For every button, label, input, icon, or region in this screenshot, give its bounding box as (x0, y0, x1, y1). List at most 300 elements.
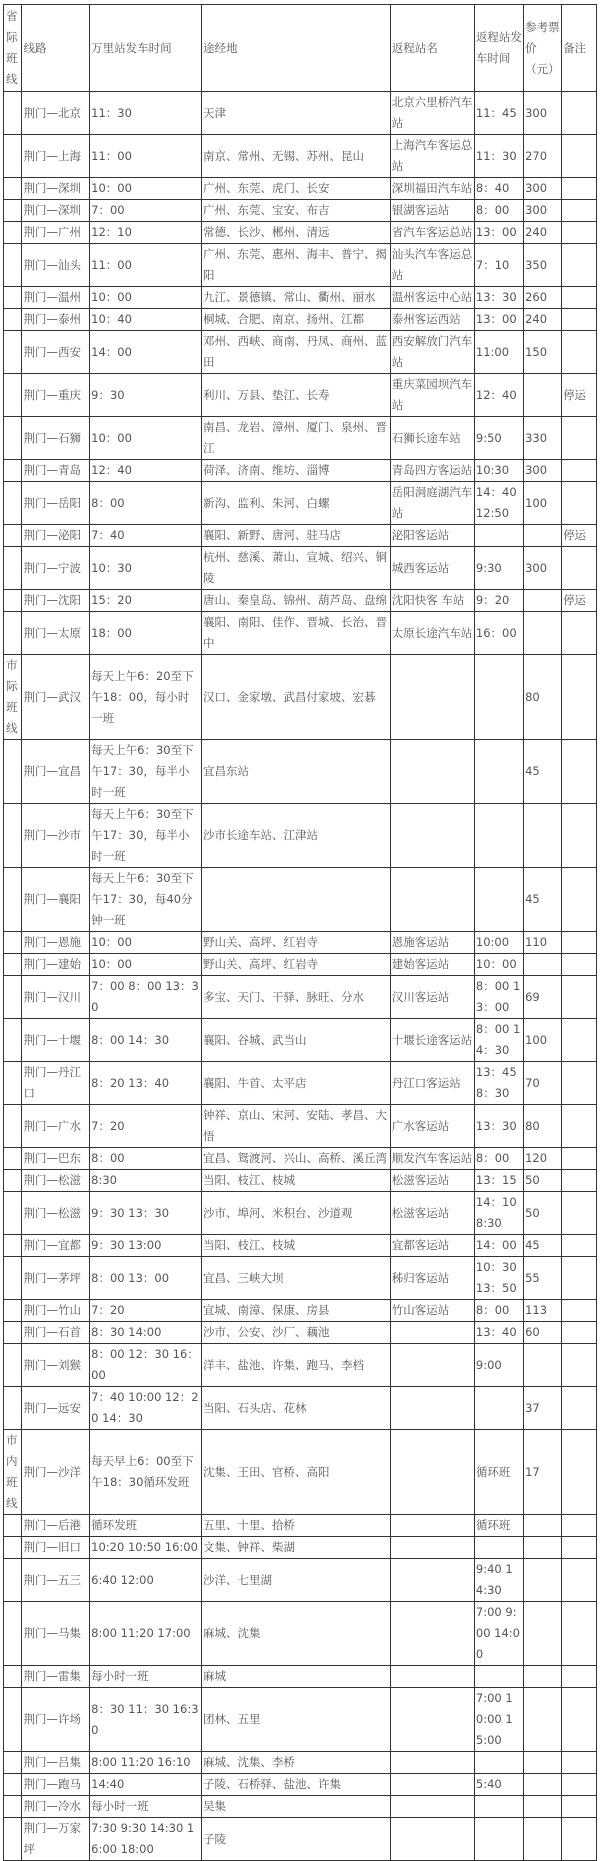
depart-time: 每天上午6：30至下午17：30，每40分钟一班 (90, 868, 202, 932)
ticket-price (524, 1796, 562, 1818)
via-stops: 多宝、天门、干驿、脉旺、分水 (201, 976, 390, 1019)
section-label (4, 460, 22, 482)
table-row (4, 1688, 597, 1752)
depart-time: 7:30 9:30 14:30 16:00 18:00 (90, 1818, 202, 1861)
route-name: 荆门—跑马 (22, 1774, 90, 1796)
section-label (4, 287, 22, 309)
return-station (390, 740, 474, 804)
table-row (4, 1105, 597, 1148)
ticket-price: 110 (524, 932, 562, 954)
route-name: 荆门—旧口 (22, 1537, 90, 1559)
ticket-price: 70 (524, 1062, 562, 1105)
route-name: 荆门—深圳 (22, 178, 90, 200)
route-name: 荆门—宜昌 (22, 740, 90, 804)
ticket-price (524, 1537, 562, 1559)
return-station: 上海汽车客运总站 (390, 135, 474, 178)
section-label (4, 1796, 22, 1818)
section-label (4, 1170, 22, 1192)
depart-time: 9：30 13：30 (90, 1192, 202, 1235)
return-time (474, 1387, 523, 1430)
depart-time: 11：30 (90, 92, 202, 135)
return-time: 8：00 14：30 (474, 1019, 523, 1062)
section-label (4, 1602, 22, 1666)
return-time: 8：00 (474, 1148, 523, 1170)
depart-time: 10：00 (90, 954, 202, 976)
via-stops: 宜城、南漳、保康、房县 (201, 1300, 390, 1322)
table-row (4, 1666, 597, 1688)
route-name: 荆门—丹江口 (22, 1062, 90, 1105)
remark (562, 309, 597, 331)
via-stops: 文集、钟祥、柴湖 (201, 1537, 390, 1559)
depart-time: 8：00 14：30 (90, 1019, 202, 1062)
table-row (4, 547, 597, 590)
return-station: 深圳福田汽车站 (390, 178, 474, 200)
section-label (4, 1387, 22, 1430)
return-station: 汉川客运站 (390, 976, 474, 1019)
bus-schedule-table (3, 4, 597, 1861)
return-time (474, 655, 523, 740)
ticket-price (524, 1515, 562, 1537)
return-time (474, 740, 523, 804)
return-station (390, 1344, 474, 1387)
return-station: 秭归客运站 (390, 1257, 474, 1300)
return-time: 9:50 (474, 417, 523, 460)
table-row (4, 1387, 597, 1430)
remark (562, 1300, 597, 1322)
table-row (4, 1796, 597, 1818)
return-time (474, 525, 523, 547)
return-time: 7:00 10:00 15:00 (474, 1688, 523, 1752)
remark (562, 1602, 597, 1666)
ticket-price (524, 1666, 562, 1688)
return-time: 循环班 (474, 1515, 523, 1537)
remark (562, 1062, 597, 1105)
return-time: 14：10 8:30 (474, 1192, 523, 1235)
depart-time: 10：00 (90, 178, 202, 200)
section-label (4, 178, 22, 200)
section-label (4, 374, 22, 417)
depart-time: 7：20 (90, 1105, 202, 1148)
route-name: 荆门—石首 (22, 1322, 90, 1344)
via-stops: 野山关、高坪、红岩寺 (201, 954, 390, 976)
depart-time: 7：00 (90, 200, 202, 222)
remark (562, 1344, 597, 1387)
depart-time: 11：00 (90, 244, 202, 287)
section-label (4, 1752, 22, 1774)
remark (562, 135, 597, 178)
return-time: 7：10 (474, 244, 523, 287)
table-row (4, 932, 597, 954)
header-note: 备注 (562, 5, 597, 92)
table-row (4, 740, 597, 804)
section-label (4, 1019, 22, 1062)
section-label (4, 976, 22, 1019)
via-stops: 宜昌、鸳渡河、兴山、高桥、溪丘湾 (201, 1148, 390, 1170)
ticket-price: 69 (524, 976, 562, 1019)
return-time: 13：15 (474, 1170, 523, 1192)
route-name: 荆门—松滋 (22, 1192, 90, 1235)
return-station (390, 1537, 474, 1559)
table-row (4, 1430, 597, 1515)
section-label (4, 222, 22, 244)
return-station: 温州客运中心站 (390, 287, 474, 309)
ticket-price: 150 (524, 331, 562, 374)
return-time: 7:00 9:00 14:00 (474, 1602, 523, 1666)
section-label (4, 1300, 22, 1322)
depart-time: 循环发班 (90, 1515, 202, 1537)
route-name: 荆门—吕集 (22, 1752, 90, 1774)
route-name: 荆门—建始 (22, 954, 90, 976)
via-stops: 沙市、公安、沙厂、藕池 (201, 1322, 390, 1344)
remark (562, 244, 597, 287)
remark (562, 1515, 597, 1537)
table-row (4, 1148, 597, 1170)
ticket-price: 120 (524, 1148, 562, 1170)
remark (562, 932, 597, 954)
depart-time: 10：00 (90, 287, 202, 309)
return-station (390, 655, 474, 740)
remark (562, 1666, 597, 1688)
depart-time: 12：40 (90, 460, 202, 482)
via-stops: 当阳、枝江、枝城 (201, 1170, 390, 1192)
return-time: 8：00 (474, 200, 523, 222)
return-station: 青岛四方客运站 (390, 460, 474, 482)
via-stops: 荷泽、济南、维坊、淄博 (201, 460, 390, 482)
route-name: 荆门—西安 (22, 331, 90, 374)
table-row (4, 1257, 597, 1300)
section-label (4, 1148, 22, 1170)
section-label (4, 200, 22, 222)
remark (562, 612, 597, 655)
remark (562, 1818, 597, 1861)
depart-time: 6:40 12:00 (90, 1559, 202, 1602)
via-stops: 洋丰、盐池、许集、跑马、李档 (201, 1344, 390, 1387)
remark (562, 200, 597, 222)
via-stops: 广州、东莞、宝安、布吉 (201, 200, 390, 222)
ticket-price: 55 (524, 1257, 562, 1300)
depart-time: 15：20 (90, 590, 202, 612)
via-stops: 麻城、沈集 (201, 1602, 390, 1666)
via-stops: 沙市长途车站、江津站 (201, 804, 390, 868)
via-stops: 利川、万县、垫江、长寿 (201, 374, 390, 417)
header-price: 参考票价（元） (524, 5, 562, 92)
ticket-price (524, 1344, 562, 1387)
ticket-price: 50 (524, 1170, 562, 1192)
ticket-price: 260 (524, 287, 562, 309)
via-stops: 邓州、西峡、商南、丹凤、商州、蓝田 (201, 331, 390, 374)
ticket-price: 240 (524, 222, 562, 244)
section-label (4, 932, 22, 954)
ticket-price: 100 (524, 1019, 562, 1062)
section-label (4, 92, 22, 135)
table-row (4, 1774, 597, 1796)
return-time: 13：40 (474, 1322, 523, 1344)
section-label (4, 1235, 22, 1257)
table-row (4, 1515, 597, 1537)
route-name: 荆门—远安 (22, 1387, 90, 1430)
return-time (474, 868, 523, 932)
table-header-row (4, 5, 597, 92)
return-station (390, 1688, 474, 1752)
via-stops: 子陵 (201, 1818, 390, 1861)
return-time (474, 1537, 523, 1559)
remark (562, 460, 597, 482)
route-name: 荆门—汕头 (22, 244, 90, 287)
return-time: 11：45 (474, 92, 523, 135)
route-name: 荆门—宜都 (22, 1235, 90, 1257)
depart-time: 18：00 (90, 612, 202, 655)
table-row (4, 417, 597, 460)
depart-time: 8:00 11:20 16:10 (90, 1752, 202, 1774)
ticket-price: 350 (524, 244, 562, 287)
via-stops: 广州、东莞、虎门、长安 (201, 178, 390, 200)
table-row (4, 460, 597, 482)
remark (562, 1257, 597, 1300)
table-row (4, 1300, 597, 1322)
remark (562, 482, 597, 525)
return-time: 13：45 8：30 (474, 1062, 523, 1105)
return-station (390, 1818, 474, 1861)
return-station (390, 1387, 474, 1430)
return-station (390, 1322, 474, 1344)
depart-time: 14：00 (90, 331, 202, 374)
ticket-price (524, 612, 562, 655)
table-row (4, 525, 597, 547)
ticket-price: 60 (524, 1322, 562, 1344)
route-name: 荆门—汉川 (22, 976, 90, 1019)
table-row (4, 1602, 597, 1666)
section-label-provincial: 省际班线 (4, 5, 22, 92)
table-row (4, 1344, 597, 1387)
header-return-time: 返程站发车时间 (474, 5, 523, 92)
remark (562, 287, 597, 309)
route-name: 荆门—松滋 (22, 1170, 90, 1192)
table-row (4, 1818, 597, 1861)
route-name: 荆门—泰州 (22, 309, 90, 331)
remark (562, 976, 597, 1019)
return-station: 银湖客运站 (390, 200, 474, 222)
via-stops: 吴集 (201, 1796, 390, 1818)
return-time: 9:40 14:30 (474, 1559, 523, 1602)
section-label (4, 1322, 22, 1344)
remark (562, 1774, 597, 1796)
section-label (4, 954, 22, 976)
depart-time: 12：10 (90, 222, 202, 244)
ticket-price: 45 (524, 1235, 562, 1257)
depart-time: 每天上午6：30至下午17：30，每半小时一班 (90, 740, 202, 804)
via-stops: 钟祥、京山、宋河、安陆、孝昌、大悟 (201, 1105, 390, 1148)
ticket-price (524, 525, 562, 547)
return-time: 13：30 (474, 287, 523, 309)
route-name: 荆门—后港 (22, 1515, 90, 1537)
return-time: 8：00 13：00 (474, 976, 523, 1019)
remark (562, 1322, 597, 1344)
ticket-price: 113 (524, 1300, 562, 1322)
return-station (390, 1602, 474, 1666)
route-name: 荆门—宁波 (22, 547, 90, 590)
ticket-price (524, 1818, 562, 1861)
route-name: 荆门—温州 (22, 287, 90, 309)
route-name: 荆门—竹山 (22, 1300, 90, 1322)
bus-schedule-document (3, 4, 597, 1861)
section-label (4, 804, 22, 868)
route-name: 荆门—石狮 (22, 417, 90, 460)
remark (562, 1430, 597, 1515)
return-time (474, 804, 523, 868)
remark: 停运 (562, 374, 597, 417)
depart-time: 7：40 (90, 525, 202, 547)
depart-time: 10：40 (90, 309, 202, 331)
remark (562, 547, 597, 590)
ticket-price (524, 590, 562, 612)
return-time: 11:00 (474, 331, 523, 374)
table-row (4, 1062, 597, 1105)
table-row (4, 590, 597, 612)
return-station: 松滋客运站 (390, 1170, 474, 1192)
ticket-price: 300 (524, 178, 562, 200)
remark (562, 1019, 597, 1062)
route-name: 荆门—恩施 (22, 932, 90, 954)
via-stops: 当阳、枝江、枝城 (201, 1235, 390, 1257)
route-name: 荆门—武汉 (22, 655, 90, 740)
depart-time: 每天早上6：00至下午18：30循环发班 (90, 1430, 202, 1515)
via-stops: 宜昌东站 (201, 740, 390, 804)
return-time: 13：00 (474, 222, 523, 244)
remark (562, 1170, 597, 1192)
route-name: 荆门—马集 (22, 1602, 90, 1666)
via-stops: 常德、长沙、郴州、清远 (201, 222, 390, 244)
ticket-price: 330 (524, 417, 562, 460)
remark (562, 740, 597, 804)
table-row (4, 374, 597, 417)
table-row (4, 1559, 597, 1602)
section-label: 市际班线 (4, 655, 22, 740)
via-stops: 广州、东莞、惠州、海丰、普宁、揭阳 (201, 244, 390, 287)
table-row (4, 200, 597, 222)
table-row (4, 1752, 597, 1774)
table-row (4, 178, 597, 200)
table-row (4, 1235, 597, 1257)
section-label (4, 612, 22, 655)
return-time: 循环班 (474, 1430, 523, 1515)
depart-time: 10：00 (90, 932, 202, 954)
return-station (390, 868, 474, 932)
depart-time: 7：00 8：00 13：30 (90, 976, 202, 1019)
via-stops: 襄阳、牛首、太平店 (201, 1062, 390, 1105)
ticket-price: 240 (524, 309, 562, 331)
remark (562, 1688, 597, 1752)
section-label (4, 309, 22, 331)
via-stops: 天津 (201, 92, 390, 135)
ticket-price (524, 1752, 562, 1774)
remark (562, 417, 597, 460)
return-station: 顺发汽车客运站 (390, 1148, 474, 1170)
return-station: 岳阳洞庭湖汽车站 (390, 482, 474, 525)
section-label (4, 1537, 22, 1559)
return-station: 沈阳快客 车站 (390, 590, 474, 612)
route-name: 荆门—太原 (22, 612, 90, 655)
section-label (4, 244, 22, 287)
route-name: 荆门—沈阳 (22, 590, 90, 612)
remark (562, 1105, 597, 1148)
schedule-rows (4, 92, 597, 1861)
via-stops: 唐山、秦皇岛、锦州、葫芦岛、盘绵 (201, 590, 390, 612)
header-return-station: 返程站名 (390, 5, 474, 92)
return-station (390, 1430, 474, 1515)
route-name: 荆门—青岛 (22, 460, 90, 482)
return-time: 9:30 (474, 547, 523, 590)
route-name: 荆门—刘猴 (22, 1344, 90, 1387)
return-time: 14：00 (474, 1235, 523, 1257)
route-name: 荆门—雷集 (22, 1666, 90, 1688)
return-time: 10：30 13：50 (474, 1257, 523, 1300)
ticket-price (524, 804, 562, 868)
section-label (4, 1344, 22, 1387)
depart-time: 8：00 (90, 1148, 202, 1170)
remark (562, 1387, 597, 1430)
return-time: 16：00 (474, 612, 523, 655)
depart-time: 9：30 (90, 374, 202, 417)
section-label (4, 1818, 22, 1861)
via-stops: 麻城、沈集、李桥 (201, 1752, 390, 1774)
section-label (4, 1105, 22, 1148)
depart-time: 8：00 12：30 16：00 (90, 1344, 202, 1387)
via-stops: 野山关、高坪、红岩寺 (201, 932, 390, 954)
remark (562, 178, 597, 200)
return-time: 8：00 (474, 1300, 523, 1322)
section-label (4, 482, 22, 525)
via-stops: 九江、景德镇、常山、衢州、丽水 (201, 287, 390, 309)
depart-time: 8：30 11：30 16:30 (90, 1688, 202, 1752)
table-row (4, 222, 597, 244)
via-stops: 沈集、王田、官桥、高阳 (201, 1430, 390, 1515)
section-label: 市内班线 (4, 1430, 22, 1515)
return-station (390, 804, 474, 868)
ticket-price (524, 1688, 562, 1752)
depart-time: 9：30 13:00 (90, 1235, 202, 1257)
ticket-price (524, 954, 562, 976)
section-label (4, 525, 22, 547)
ticket-price: 50 (524, 1192, 562, 1235)
table-row (4, 954, 597, 976)
return-station: 省汽车客运总站 (390, 222, 474, 244)
return-time: 13：00 (474, 309, 523, 331)
return-station: 恩施客运站 (390, 932, 474, 954)
section-label (4, 1688, 22, 1752)
depart-time: 11：00 (90, 135, 202, 178)
via-stops: 五里、十里、拾桥 (201, 1515, 390, 1537)
depart-time: 8:30 (90, 1170, 202, 1192)
route-name: 荆门—茅坪 (22, 1257, 90, 1300)
return-station: 重庆菜园坝汽车站 (390, 374, 474, 417)
remark (562, 1796, 597, 1818)
return-station: 泰州客运西站 (390, 309, 474, 331)
depart-time: 10:20 10:50 16:00 (90, 1537, 202, 1559)
depart-time: 8:00 11:20 17:00 (90, 1602, 202, 1666)
return-station (390, 1515, 474, 1537)
table-row (4, 135, 597, 178)
return-time: 5:40 (474, 1774, 523, 1796)
via-stops: 襄阳、新野、唐河、驻马店 (201, 525, 390, 547)
return-station: 泌阳客运站 (390, 525, 474, 547)
section-label (4, 331, 22, 374)
return-station: 太原长途汽车站 (390, 612, 474, 655)
depart-time: 10：30 (90, 547, 202, 590)
remark: 停运 (562, 590, 597, 612)
section-label (4, 1257, 22, 1300)
return-time: 11：30 (474, 135, 523, 178)
table-row (4, 655, 597, 740)
